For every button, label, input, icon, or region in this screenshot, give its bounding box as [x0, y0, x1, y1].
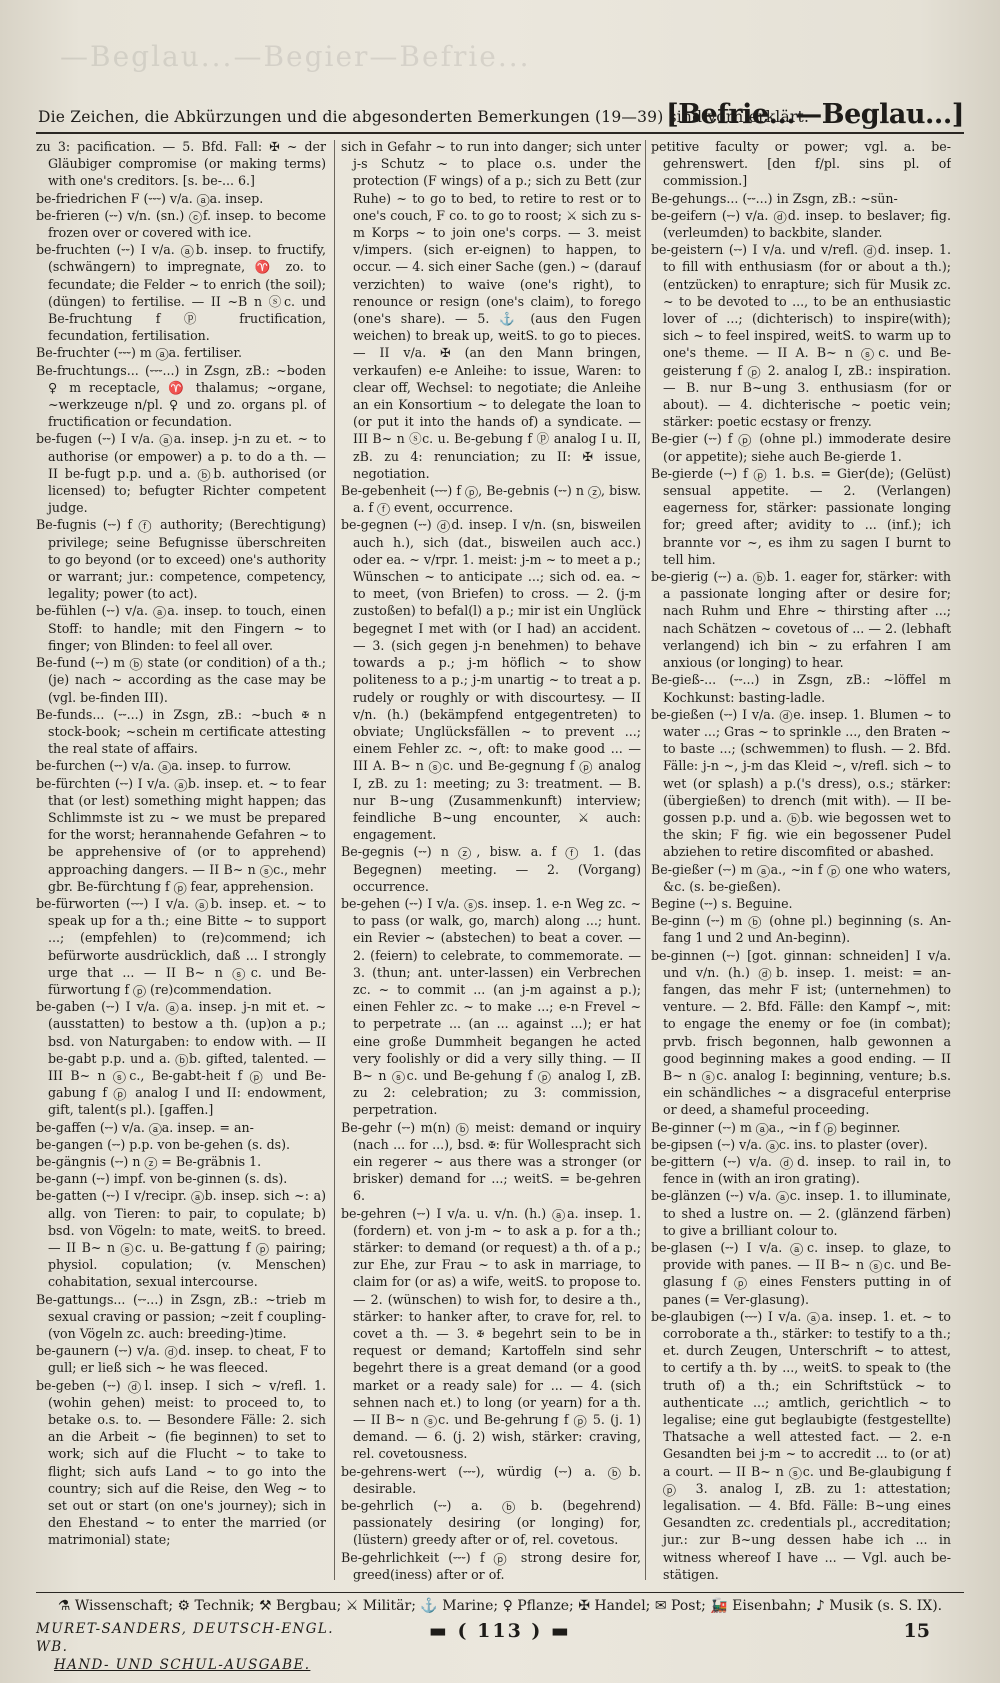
dictionary-entry: Be-funds... (⏑⏑...) in Zsgn, zB.: ~buch ✠ n stock-book; ~schein m certificate attesting the real state of affairs. [36, 706, 326, 757]
dictionary-entry: Be-gegnis (⏑⏑) n ⓩ, bisw. a. f ⓕ 1. (das Begegnen) meeting. — 2. (Vorgang) occurrence. [341, 844, 641, 894]
dictionary-entry: Be-fruchter (⏑⏑⏑) m ⓐa. fertiliser. [36, 345, 243, 361]
dictionary-entry: be-gießen (⏑⏑) I v/a. ⓓe. insep. 1. Blumen ~ to water ...; Gras ~ to sprinkle ..., den Braten ~ to baste ...; (schwemmen) to flush. — 2. Bfd. Fälle: j-n ~, j-m das Kleid ~, v/refl. sich ~ to wet (or splash) a p.('s dress), o.s.; stärker: (übergießen) to drench (mit with). — II be-gossen p.p. und a. ⓑb. wie begossen wet to the skin; F fig. wie ein begossener Pudel abziehen to retire discomfited or abashed. [651, 706, 951, 860]
dictionary-entry: be-gangen (⏑⏑) p.p. von be-gehen (s. ds). [36, 1136, 291, 1152]
dictionary-entry: Be-fund (⏑⏑) m ⓑ state (or condition) of a th.; (je) nach ~ according as the case may be (vgl. be-finden III). [36, 655, 326, 705]
header-note: Die Zeichen, die Abkürzungen und die abgesonderten Bemerkungen (19—39) sind vorn erklärt. [38, 108, 810, 126]
publisher-line-1: MURET-SANDERS, DEUTSCH-ENGL. WB. [36, 1621, 334, 1655]
dictionary-entry: be-gaffen (⏑⏑) v/a. ⓐa. insep. = an- [36, 1119, 254, 1135]
dictionary-entry: be-gierig (⏑⏑) a. ⓑb. 1. eager for, stärker: with a passionate longing after or desire for; nach Ruhm und Ehre ~ thirsting after ...; nach Schätzen ~ covetous of ... — 2. (lebhaft verlangend) ich bin ~ zu erfahren I am anxious (or longing) to hear. [651, 569, 951, 671]
dictionary-entry: be-gehren (⏑⏑) I v/a. u. v/n. (h.) ⓐa. insep. 1. (fordern) et. von j-m ~ to ask a p. for a th.; stärker: to demand (or request) a th. of a p.; zur Ehe, zur Frau ~ to ask in marriage, to claim for (or as) a wife, weitS. to propose to. — 2. (wünschen) to wish for, to desire a th., stärker: to hanker after, to crave for, rel. to covet a th. — 3. ✠ begehrt sein to be in request or demand; Kartoffeln sind sehr begehrt there is a great demand (or a good market or a ready sale) for ... — 4. (sich sehnen nach et.) to long (or yearn) for a th. — II B~ n ⓢc. und Be-gehrung f ⓟ 5. (j. 1) demand. — 6. (j. 2) wish, stärker: craving, rel. covetousness. [341, 1205, 641, 1462]
publisher-imprint [36, 1620, 356, 1674]
dictionary-entry: be-gehrlich (⏑⏑) a. ⓑb. (begehrend) passionately desiring (or longing) for, (lüstern) greedy after or of, rel. covetous. [341, 1498, 641, 1548]
dictionary-entry: sich in Gefahr ~ to run into danger; sich unter j-s Schutz ~ to place o.s. under the protection (F wings) of a p.; sich zu Bett (zur Ruhe) ~ to go to bed, to retire to rest or to one's couch, F co. to go to roost; ⚔ sich zu s-m Korps ~ to join one's corps. — 3. meist v/impers. (sich er-eignen) to happen, to occur. — 4. sich einer Sache (gen.) ~ (darauf verzichten) to waive (one's right), to renounce or resign (one's claim), to forego (one's share). — 5. ⚓ (aus den Fugen weichen) to break up, weitS. to go to pieces. — II v/a. ✠ (an den Mann bringen, verkaufen) e-e Anleihe: to issue, Waren: to clear off, Wechsel: to negotiate; die Anleihe an ein Konsortium ~ to delegate the loan to (or put it into the hands of) a syndicate. — III B~ n ⓢc. u. Be-gebung f ⓟ analog I u. II, zB. zu 4: renunciation; zu II: ✠ issue, negotiation. [341, 139, 641, 481]
dictionary-entry: be-glaubigen (⏑⏑⏑) I v/a. ⓐa. insep. 1. et. ~ to corroborate a th., stärker: to testify to a th.; et. durch Zeugen, Unterschrift ~ to attest, to certify a th. by ..., weitS. to speak to (the truth of) a th.; ein Schriftstück ~ to authenticate ...; amtlich, gerichtlich ~ to legalise; eine gut beglaubigte (festgestellte) Thatsache a well attested fact. — 2. e-n Gesandten bei j-m ~ to accredit ... to (or at) a court. — II B~ n ⓢc. und Be-glaubigung f ⓟ 3. analog I, zB. zu 1: attestation; legalisation. — 4. Bfd. Fälle: B~ung eines Gesandten zc. credentials pl., accreditation; jur.: zur B~ung dessen habe ich ... in witness whereof I have ... — Vgl. auch be-stätigen. [651, 1308, 951, 1582]
column-rule [334, 140, 335, 1580]
dictionary-entry: Be-fugnis (⏑⏑) f ⓕ authority; (Berechtigung) privilege; seine Befugnisse überschreiten to go beyond (or to exceed) one's authority or warrant; jur.: competence, competency, legality; power (to act). [36, 517, 326, 602]
dictionary-entry: Be-gier (⏑⏑) f ⓟ (ohne pl.) immoderate desire (or appetite); siehe auch Be-gierde 1. [651, 431, 951, 464]
dictionary-entry: petitive faculty or power; vgl. a. be-gehrenswert. [den f/pl. sins pl. of commission.] [651, 139, 951, 189]
dictionary-entry: be-fühlen (⏑⏑) v/a. ⓐa. insep. to touch, einen Stoff: to handle; mit den Fingern ~ to finger; von Blinden: to feel all over. [36, 603, 326, 653]
dictionary-entry: be-fürworten (⏑⏑⏑) I v/a. ⓐb. insep. et. ~ to speak up for a th.; eine Bitte ~ to support ...; (empfehlen) to (re)commend; ich befürworte ausdrücklich, daß ... I strongly urge that ... — II B~ n ⓢc. und Be-fürwortung f ⓟ (re)commendation. [36, 895, 326, 997]
dictionary-entry: be-gaunern (⏑⏑) v/a. ⓓd. insep. to cheat, F to gull; er ließ sich ~ he was fleeced. [36, 1343, 326, 1376]
guide-words: [Befrie...—Beglau...] [666, 99, 964, 130]
dictionary-entry: Be-gattungs... (⏑⏑...) in Zsgn, zB.: ~trieb m sexual craving or passion; ~zeit f coupling- (von Vögeln zc. auch: breeding-)time. [36, 1291, 326, 1342]
dictionary-entry: Be-gierde (⏑⏑) f ⓟ 1. b.s. = Gier(de); (Gelüst) sensual appetite. — 2. (Verlangen) eagerness for, stärker: passionate longing for; greed after; avidity to ... (inf.); ich brannte vor ~, es ihm zu sagen I burnt to tell him. [651, 465, 951, 567]
dictionary-entry: Begine (⏑⏑) s. Beguine. [651, 895, 793, 911]
sheet-number: 15 [903, 1620, 930, 1642]
dictionary-entry: be-geistern (⏑⏑) I v/a. und v/refl. ⓓd. insep. 1. to fill with enthusiasm (for or about a th.); (entzücken) to enrapture; sich für Musik zc. ~ to be devoted to ..., to be an enthusiastic lover of ...; (dichterisch) to inspire(with); sich ~ to feel inspired, weitS. to warm up to one's theme. — II A. B~ n ⓢc. und Be-geisterung f ⓟ 2. analog I, zB.: inspiration. — B. nur B~ung 3. enthusiasm (for or about). — 4. dichterische ~ poetic vein; stärker: poetic ecstasy or frenzy. [651, 242, 951, 430]
column-rule [645, 140, 646, 1580]
dictionary-entry: be-fugen (⏑⏑) I v/a. ⓐa. insep. j-n zu et. ~ to authorise (or empower) a p. to do a th. — II be-fugt p.p. und a. ⓑb. authorised (or licensed) to; befugter Richter competent judge. [36, 431, 326, 516]
dictionary-entry: be-gängnis (⏑⏑) n ⓩ = Be-gräbnis 1. [36, 1153, 262, 1169]
dictionary-entry: be-fürchten (⏑⏑) I v/a. ⓐb. insep. et. ~ to fear that (or lest) something might happen; das Schlimmste ist zu ~ we must be prepared for the worst; herannahende Gefahren ~ to be apprehensive of (or to apprehend) approaching dangers. — II B~ n ⓢc., mehr gbr. Be-fürchtung f ⓟ fear, apprehension. [36, 775, 326, 894]
publisher-line-2: HAND- UND SCHUL-AUSGABE. [54, 1657, 311, 1673]
dictionary-entry: Be-gehungs... (⏑⏑...) in Zsgn, zB.: ~sün- [651, 190, 898, 206]
dictionary-entry: be-friedrichen F (⏑⏑⏑) v/a. ⓐa. insep. [36, 190, 264, 206]
dictionary-entry: be-gann (⏑⏑) impf. von be-ginnen (s. ds). [36, 1171, 288, 1187]
dictionary-entry: be-gittern (⏑⏑) v/a. ⓓd. insep. to rail in, to fence in (with an iron grating). [651, 1153, 951, 1187]
dictionary-entry: Be-gießer (⏑⏑) m ⓐa., ~in f ⓟ one who waters, &c. (s. be-gießen). [651, 861, 951, 894]
dictionary-entry: Be-ginner (⏑⏑) m ⓐa., ~in f ⓟ beginner. [651, 1119, 901, 1135]
dictionary-entry: be-gaben (⏑⏑) I v/a. ⓐa. insep. j-n mit et. ~ (ausstatten) to bestow a th. (up)on a p.; bsd. von Naturgaben: to endow with. — II be-gabt p.p. und a. ⓑb. gifted, talented. — III B~ n ⓢc., Be-gabt-heit f ⓟ und Be-gabung f ⓟ analog I und II: endowment, gift, talent(s pl.). [gaffen.] [36, 999, 326, 1118]
column-2 [341, 138, 641, 1583]
dictionary-entry: Be-ginn (⏑⏑) m ⓑ (ohne pl.) beginning (s. An-fang 1 und 2 und An-beginn). [651, 913, 951, 946]
dictionary-entry: be-furchen (⏑⏑) v/a. ⓐa. insep. to furrow. [36, 758, 292, 774]
dictionary-entry: be-gehen (⏑⏑) I v/a. ⓢs. insep. 1. e-n Weg zc. ~ to pass (or walk, go, march) along ...; hunt. ein Revier ~ (abstechen) to beat a cover. — 2. (feiern) to celebrate, to commemorate. — 3. (thun; ant. unter-lassen) ein Verbrechen zc. ~ to commit ... (an j-m against a p.); einen Fehler zc. ~ to make ...; e-n Frevel ~ to perpetrate ... (an ... against ...); er hat eine große Dummheit begangen he acted very foolishly or did a very silly thing. — II B~ n ⓢc. und Be-gehung f ⓟ analog I, zB. zu 2: celebration; zu 3: commission, perpetration. [341, 895, 641, 1118]
dictionary-entry: be-ginnen (⏑⏑) [got. ginnan: schneiden] I v/a. und v/n. (h.) ⓓb. insep. 1. meist: = an-fangen, das mehr F ist; (unternehmen) to venture. — 2. Bfd. Fälle: den Kampf ~, mit: to engage the enemy or foe (in combat); prvb. frisch begonnen, halb gewonnen a good beginning makes a good ending. — II B~ n ⓢc. analog I: beginning, venture; b.s. ein schändliches ~ a disgraceful enterprise or deed, a shameful proceeding. [651, 947, 951, 1118]
symbol-legend: ⚗ Wissenschaft; ⚙ Technik; ⚒ Bergbau; ⚔ Militär; ⚓ Marine; ♀ Pflanze; ✠ Handel; ✉ Post; 🚂 Eisenbahn; ♪ Musik (s. S. IX). [36, 1592, 964, 1617]
page-header [36, 92, 964, 134]
dictionary-entry: be-gehrens-wert (⏑⏑⏑), würdig (⏑⏑) a. ⓑb. desirable. [341, 1463, 641, 1496]
dictionary-entry: be-gipsen (⏑⏑) v/a. ⓐc. ins. to plaster (over). [651, 1136, 928, 1152]
dictionary-entry: be-glasen (⏑⏑) I v/a. ⓐc. insep. to glaze, to provide with panes. — II B~ n ⓢc. und Be-glasung f ⓟ eines Fensters putting in of panes (= Ver-glasung). [651, 1240, 951, 1307]
dictionary-entry: Be-gebenheit (⏑⏑⏑) f ⓟ, Be-gebnis (⏑⏑) n ⓩ, bisw. a. f ⓕ event, occurrence. [341, 483, 641, 516]
dictionary-entry: be-fruchten (⏑⏑) I v/a. ⓐb. insep. to fructify, (schwängern) to impregnate, ♈ zo. to fecundate; die Felder ~ to enrich (the soil); (düngen) to fertilise. — II ~B n ⓢc. und Be-fruchtung f ⓟ fructification, fecundation, fertilisation. [36, 242, 326, 344]
dictionary-entry: be-frieren (⏑⏑) v/n. (sn.) ⓒf. insep. to become frozen over or covered with ice. [36, 207, 326, 241]
dictionary-entry: zu 3: pacification. — 5. Bfd. Fall: ✠ ~ der Gläubiger compromise (or making terms) with one's creditors. [s. be-... 6.] [36, 139, 326, 189]
bleed-through-text: —Beglau...—Begier—Befrie... [60, 40, 531, 73]
dictionary-entry: Be-gehr (⏑⏑) m(n) ⓑ meist: demand or inquiry (nach ... for ...), bsd. ✠: für Wollespracht sich ein regerer ~ aus there was a stronger (or brisker) demand for ...; weitS. = be-gehren 6. [341, 1119, 641, 1204]
dictionary-entry: Be-gieß-... (⏑⏑...) in Zsgn, zB.: ~löffel m Kochkunst: basting-ladle. [651, 672, 951, 705]
dictionary-entry: be-gegnen (⏑⏑) ⓓd. insep. I v/n. (sn, bisweilen auch h.), sich (dat., bisweilen auch acc.) oder ea. ~ v/rpr. 1. meist: j-m ~ to meet a p.; Wünschen ~ to anticipate ...; sich od. ea. ~ to meet, (von Briefen) to cross. — 2. (j-m zustoßen) to befal(l) a p.; mir ist ein Unglück begegnet I met with (or I had) an accident. — 3. (sich gegen j-n benehmen) to behave towards a p.; j-m höflich ~ to show politeness to a p.; j-m unartig ~ to treat a p. rudely or roughly or with discourtesy. — II v/n. (h.) (bekämpfend entgegentreten) to obviate; Unglücksfällen ~ to prevent ...; einem Fehler zc. ~, oft: to make good ... — III A. B~ n ⓢc. und Be-gegnung f ⓟ analog I, zB. zu 1: meeting; zu 3: treatment. — B. nur B~ung (Zusammenkunft) interview; feindliche B~ung encounter, ⚔ auch: engagement. [341, 517, 641, 843]
page-number: ▬ ( 113 ) ▬ [428, 1620, 571, 1642]
dictionary-entry: be-geben (⏑⏑) ⓓl. insep. I sich ~ v/refl. 1. (wohin gehen) meist: to proceed to, to betake o.s. to. — Besondere Fälle: 2. sich an die Arbeit ~ (fie beginnen) to set to work; sich auf die Flucht ~ to take to flight; sich aufs Land ~ to go into the country; sich auf die Reise, den Weg ~ to set out or start (on one's journey); sich in den Ehestand ~ to enter the married (or matrimonial) state; [36, 1377, 326, 1548]
dictionary-entry: be-geifern (⏑⏑) v/a. ⓓd. insep. to beslaver; fig. (verleumden) to backbite, slander. [651, 207, 951, 241]
dictionary-entry: Be-gehrlichkeit (⏑⏑⏑) f ⓟ strong desire for, greed(iness) after or of. [341, 1549, 641, 1582]
column-1 [36, 138, 326, 1583]
dictionary-entry: be-glänzen (⏑⏑) v/a. ⓐc. insep. 1. to illuminate, to shed a lustre on. — 2. (glänzend färben) to give a brilliant colour to. [651, 1188, 951, 1238]
dictionary-entry: Be-fruchtungs... (⏑⏑⏑...) in Zsgn, zB.: ~boden ♀ m receptacle, ♈ thalamus; ~organe, ~werkzeuge n/pl. ♀ und zo. organs pl. of fructification or fecundation. [36, 362, 326, 430]
column-3 [651, 138, 951, 1583]
dictionary-entry: be-gatten (⏑⏑) I v/recipr. ⓐb. insep. sich ~: a) allg. von Tieren: to pair, to copulate; b) bsd. von Vögeln: to mate, weitS. to breed. — II B~ n ⓢc. u. Be-gattung f ⓟ pairing; physiol. copulation; (v. Menschen) cohabitation, sexual intercourse. [36, 1188, 326, 1290]
